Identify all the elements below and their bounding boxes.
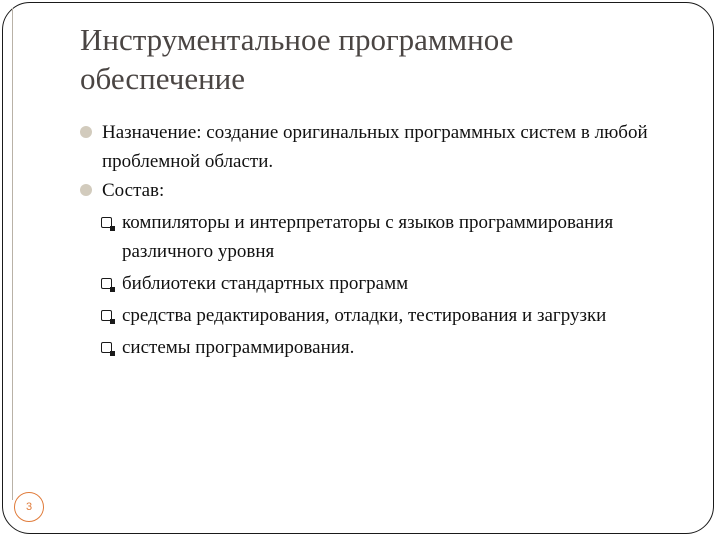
- page-number-badge: [14, 492, 44, 522]
- subitem-compilers: [78, 208, 678, 266]
- subitem-text: библиотеки стандартных программ: [122, 273, 409, 294]
- bullet-composition: [78, 176, 678, 205]
- subitem-programming-systems: [78, 333, 678, 362]
- left-stripe: [12, 8, 13, 500]
- bullet-text: Состав:: [102, 180, 165, 201]
- page-number: 3: [25, 501, 33, 513]
- square-bullet-icon: [101, 310, 112, 321]
- subitem-text: системы программирования.: [122, 337, 355, 358]
- subitem-text: компиляторы и интерпретаторы с языков программирования различного уровня: [122, 212, 614, 262]
- bullet-text: Назначение: создание оригинальных программных систем в любой проблемной области.: [102, 122, 648, 172]
- square-bullet-icon: [101, 278, 112, 289]
- circle-bullet-icon: [80, 126, 92, 138]
- subitem-text: средства редактирования, отладки, тестирования и загрузки: [122, 305, 607, 326]
- square-bullet-icon: [101, 217, 112, 228]
- bullet-purpose: [78, 118, 678, 176]
- circle-bullet-icon: [80, 184, 92, 196]
- slide-title: Инструментальное программное обеспечение: [80, 22, 514, 96]
- slide-content: [78, 118, 678, 362]
- square-bullet-icon: [101, 342, 112, 353]
- subitem-libraries: [78, 269, 678, 298]
- subitem-editing-tools: [78, 301, 678, 330]
